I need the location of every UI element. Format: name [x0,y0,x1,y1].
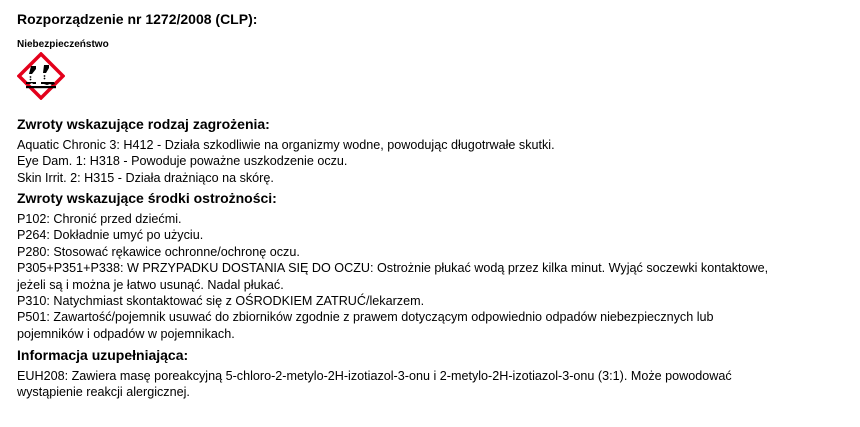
corrosion-pictogram-icon [17,52,65,100]
precautionary-statement: pojemników i odpadów w pojemnikach. [17,326,235,341]
precautionary-statement: P280: Stosować rękawice ochronne/ochronę oczu. [17,244,300,259]
supplementary-statement: wystąpienie reakcji alergicznej. [17,385,190,400]
regulation-title: Rozporządzenie nr 1272/2008 (CLP): [17,11,258,27]
precautionary-statement: P264: Dokładnie umyć po użyciu. [17,228,204,243]
precautionary-statement: P305+P351+P338: W PRZYPADKU DOSTANIA SIĘ DO OCZU: Ostrożnie płukać wodą przez kilka minut. Wyjąć soczewki kontaktowe, [17,261,769,276]
precautionary-statement: jeżeli są i można je łatwo usunąć. Nadal płukać. [17,277,284,292]
precautionary-statement: P102: Chronić przed dziećmi. [17,212,182,226]
supplementary-information-section [17,347,837,401]
precautionary-statement: P310: Natychmiast skontaktować się z OŚRODKIEM ZATRUĆ/lekarzem. [17,294,425,309]
hazard-statement: Aquatic Chronic 3: H412 - Działa szkodliwie na organizmy wodne, powodując długotrwałe skutki. [17,138,555,152]
supplementary-statement: EUH208: Zawiera masę poreakcyjną 5-chloro-2-metylo-2H-izotiazol-3-onu i 2-metylo-2H-izotiazol-3-onu (3:1). Może powodować [17,369,732,383]
signal-word: Niebezpieczeństwo [17,39,109,50]
hazard-statements-section [17,116,837,186]
hazard-statement: Eye Dam. 1: H318 - Powoduje poważne uszkodzenie oczu. [17,154,348,169]
precautionary-statement: P501: Zawartość/pojemnik usuwać do zbiorników zgodnie z prawem dotyczącym odpowiednio odpadów niebezpiecznych lub [17,310,714,325]
precautionary-statements-section [17,190,837,342]
hazard-section-title: Zwroty wskazujące rodzaj zagrożenia: [17,116,270,132]
hazard-statement: Skin Irrit. 2: H315 - Działa drażniąco na skórę. [17,170,274,185]
supplementary-section-title: Informacja uzupełniająca: [17,347,189,363]
precaution-section-title: Zwroty wskazujące środki ostrożności: [17,190,277,206]
